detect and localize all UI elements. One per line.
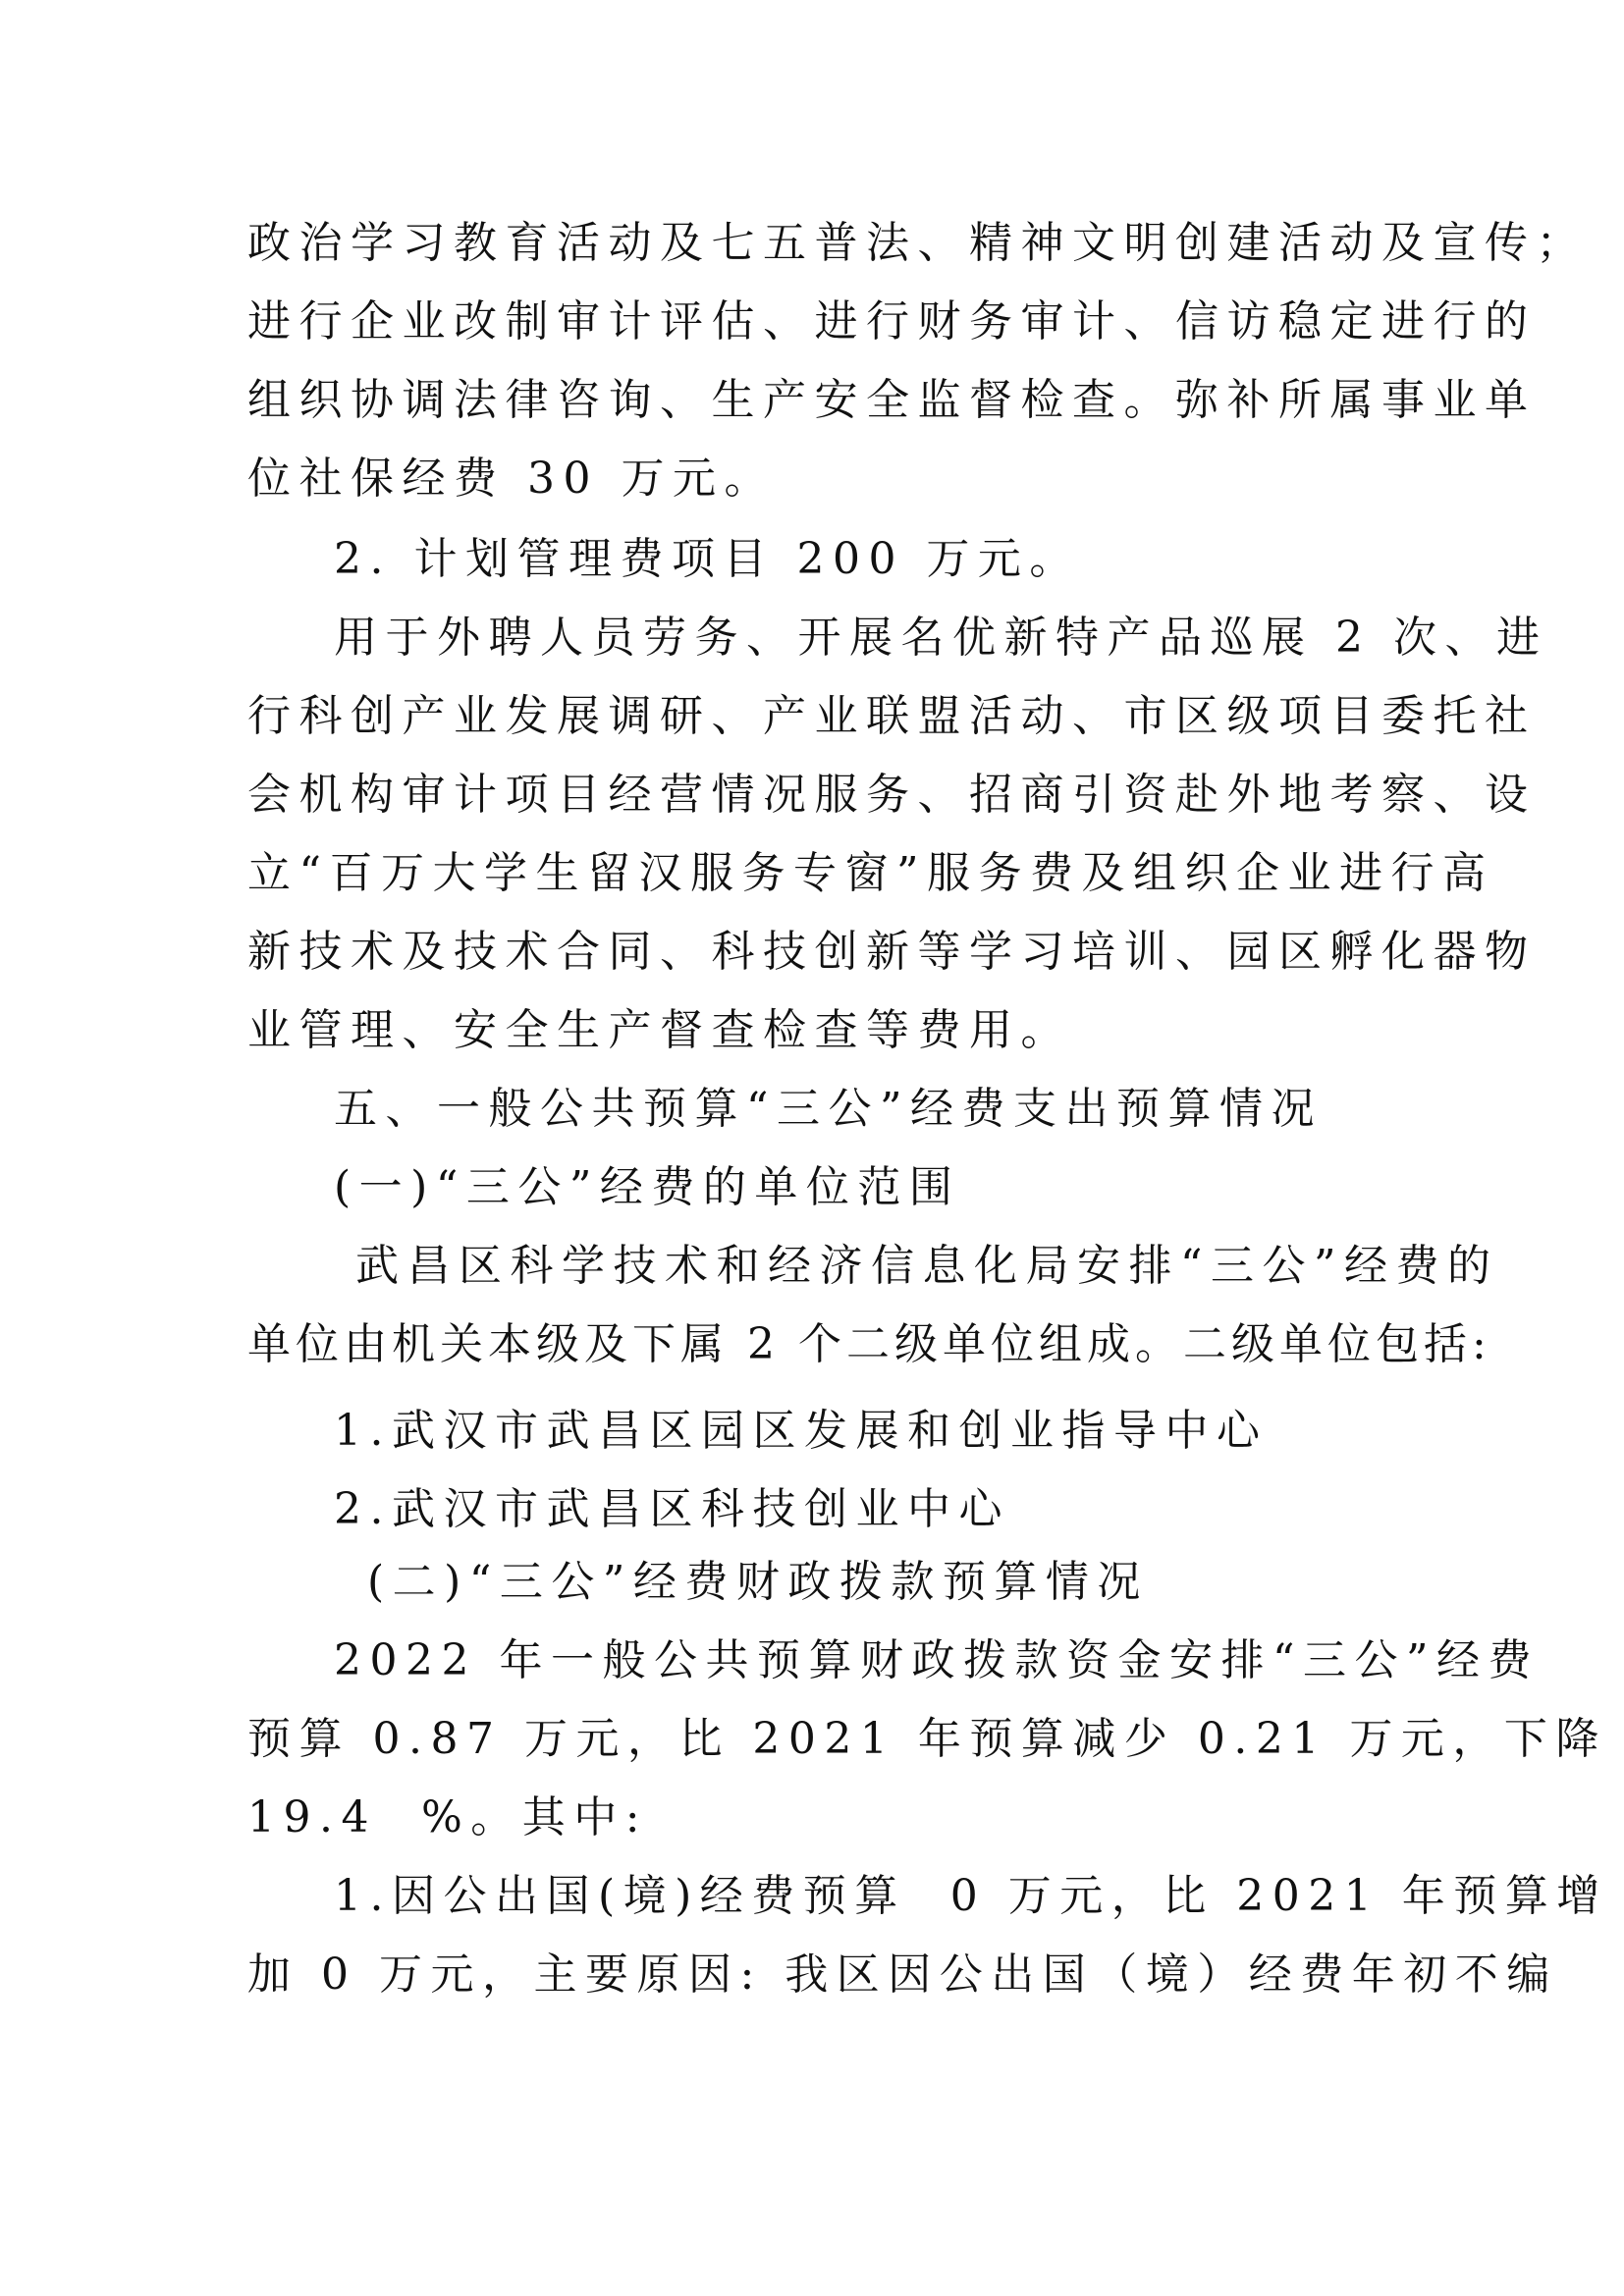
paragraph-line: 武昌区科学技术和经济信息化局安排“三公”经费的 <box>355 1241 1499 1291</box>
subsection-heading-two: (二)“三公”经费财政拨款预算情况 <box>367 1557 1149 1607</box>
paragraph-line: 业管理、安全生产督查检查等费用。 <box>247 1005 1072 1055</box>
paragraph-line: 2022 年一般公共预算财政拨款资金安排“三公”经费 <box>334 1635 1540 1685</box>
list-item: 1.武汉市武昌区园区发展和创业指导中心 <box>334 1406 1269 1456</box>
paragraph-line: 预算 0.87 万元，比 2021 年预算减少 0.21 万元，下降 <box>247 1714 1607 1764</box>
paragraph-line: 政治学习教育活动及七五普法、精神文明创建活动及宣传； <box>247 218 1588 268</box>
paragraph-line: 新技术及技术合同、科技创新等学习培训、园区孵化器物 <box>247 927 1537 977</box>
paragraph-line: 单位由机关本级及下属 2 个二级单位组成。二级单位包括: <box>247 1319 1491 1369</box>
subheading-planning-fee: 2. 计划管理费项目 200 万元。 <box>334 534 1081 584</box>
list-item: 2.武汉市武昌区科技创业中心 <box>334 1484 1010 1534</box>
paragraph-line: 加 0 万元，主要原因: 我区因公出国（境）经费年初不编 <box>247 1949 1558 2000</box>
paragraph-line: 进行企业改制审计评估、进行财务审计、信访稳定进行的 <box>247 296 1537 347</box>
paragraph-line: 会机构审计项目经营情况服务、招商引资赴外地考察、设 <box>247 770 1537 820</box>
paragraph-line: 1.因公出国(境)经费预算 0 万元，比 2021 年预算增 <box>334 1871 1608 1921</box>
paragraph-line: 19.4 %。其中: <box>247 1792 649 1842</box>
section-heading-five: 五、一般公共预算“三公”经费支出预算情况 <box>334 1084 1323 1134</box>
paragraph-line: 组织协调法律咨询、生产安全监督检查。弥补所属事业单 <box>247 375 1537 425</box>
paragraph-line: 位社保经费 30 万元。 <box>247 454 776 504</box>
paragraph-line: 立“百万大学生留汉服务专窗”服务费及组织企业进行高 <box>247 848 1494 898</box>
subsection-heading-one: (一)“三公”经费的单位范围 <box>334 1162 961 1212</box>
paragraph-line: 行科创产业发展调研、产业联盟活动、市区级项目委托社 <box>247 691 1537 741</box>
paragraph-line: 用于外聘人员劳务、开展名优新特产品巡展 2 次、进 <box>334 613 1548 663</box>
